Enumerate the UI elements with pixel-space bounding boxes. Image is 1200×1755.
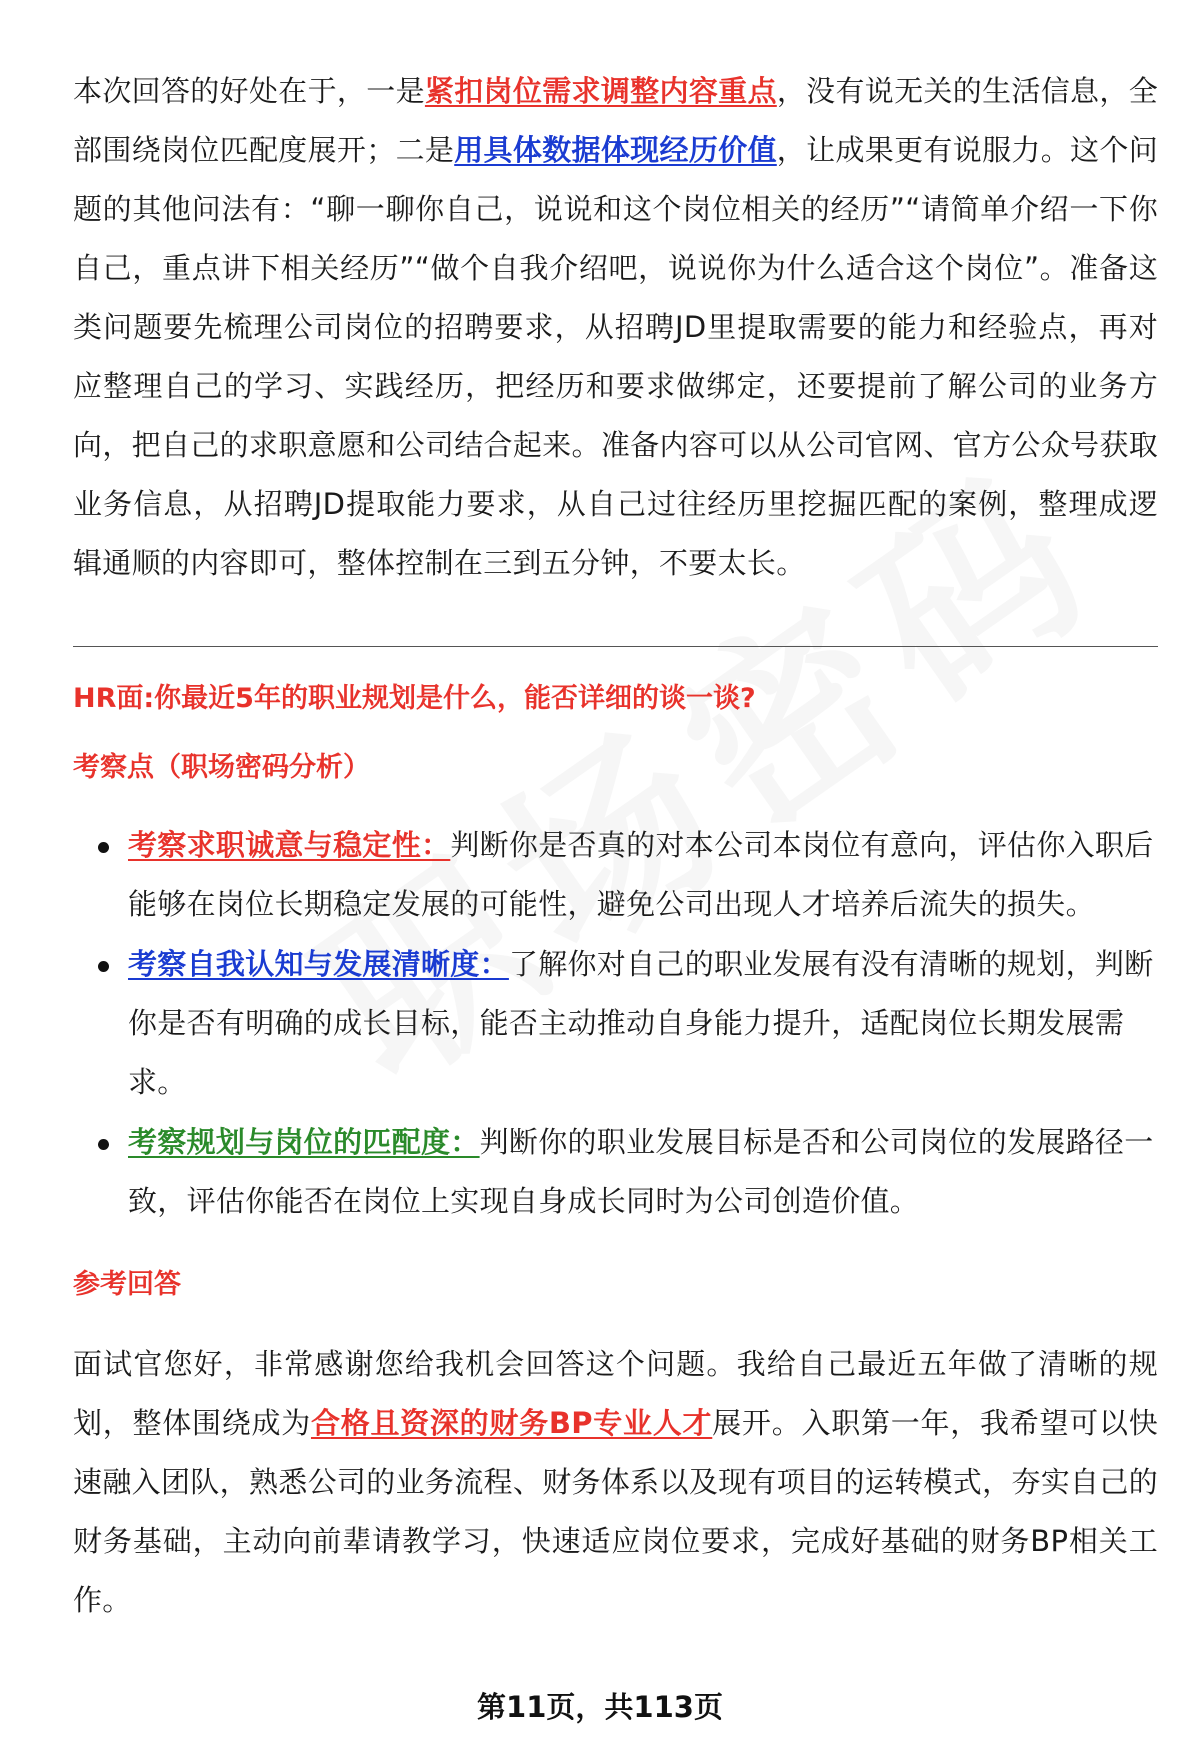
intro-highlight-1: 紧扣岗位需求调整内容重点: [424, 74, 777, 108]
page-number: 第11页，共113页: [477, 1690, 723, 1724]
analysis-list: [73, 816, 1158, 1232]
bullet-dot-icon: [98, 1139, 109, 1150]
list-item: [73, 1113, 1158, 1231]
answer-heading: 参考回答: [73, 1269, 181, 1300]
bullet-text: 判断你是否真的对本公司本岗位有意向，评估你入职后能够在岗位长期稳定发展的可能性，避免公司出现人才培养后流失的损失。: [128, 828, 1154, 921]
answer-highlight: 合格且资深的财务BP专业人才: [310, 1406, 713, 1440]
section-divider: [73, 646, 1158, 647]
intro-highlight-2: 用具体数据体现经历价值: [454, 133, 777, 167]
bullet-text: 判断你的职业发展目标是否和公司岗位的发展路径一致，评估你能否在岗位上实现自身成长同时为公司创造价值。: [128, 1125, 1154, 1218]
list-item: [73, 816, 1158, 934]
list-item: [73, 935, 1158, 1112]
answer-paragraph: [73, 1335, 1158, 1630]
bullet-dot-icon: [98, 961, 109, 972]
bullet-label: 考察自我认知与发展清晰度：: [128, 947, 509, 981]
bullet-text: 了解你对自己的职业发展有没有清晰的规划，判断你是否有明确的成长目标，能否主动推动自身能力提升，适配岗位长期发展需求。: [128, 947, 1154, 1099]
intro-paragraph: [73, 62, 1158, 593]
intro-text-2: ，没有说无关的生活信息，全部围绕岗位匹配度展开；二是: [73, 74, 1159, 167]
bullet-dot-icon: [98, 842, 109, 853]
analysis-heading: 考察点（职场密码分析）: [73, 752, 370, 783]
answer-text-1: 面试官您好，非常感谢您给我机会回答这个问题。我给自己最近五年做了清晰的规划，整体围绕成为: [73, 1347, 1158, 1440]
bullet-label: 考察求职诚意与稳定性：: [128, 828, 451, 862]
question-heading: HR面:你最近5年的职业规划是什么，能否详细的谈一谈?: [73, 683, 756, 714]
answer-text-2: 展开。入职第一年，我希望可以快速融入团队，熟悉公司的业务流程、财务体系以及现有项目的运转模式，夯实自己的财务基础，主动向前辈请教学习，快速适应岗位要求，完成好基础的财务BP相关工作。: [73, 1406, 1158, 1617]
bullet-label: 考察规划与岗位的匹配度：: [128, 1125, 480, 1159]
intro-text-1: 本次回答的好处在于，一是: [73, 74, 425, 108]
intro-text-3: ，让成果更有说服力。这个问题的其他问法有：“聊一聊你自己，说说和这个岗位相关的经历”“请简单介绍一下你自己，重点讲下相关经历”“做个自我介绍吧，说说你为什么适合这个岗位”。准备这类问题要先梳理公司岗位的招聘要求，从招聘JD里提取需要的能力和经验点，再对应整理自己的学习、实践经历，把经历和要求做绑定，还要提前了解公司的业务方向，把自己的求职意愿和公司结合起来。准备内容可以从公司官网、官方公众号获取业务信息，从招聘JD提取能力要求，从自己过往经历里挖掘匹配的案例，整理成逻辑通顺的内容即可，整体控制在三到五分钟，不要太长。: [73, 133, 1158, 580]
